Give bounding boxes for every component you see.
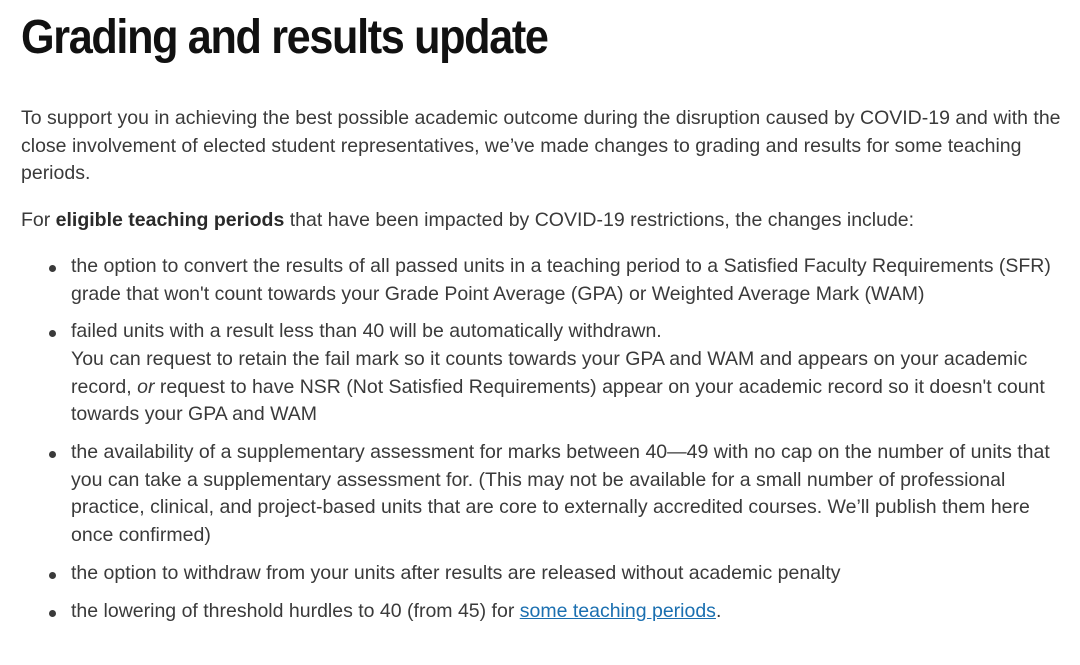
lead-paragraph bbox=[21, 207, 1069, 235]
bullet-icon bbox=[49, 330, 56, 337]
list-item bbox=[21, 598, 1066, 626]
some-teaching-periods-link[interactable]: some teaching periods bbox=[519, 599, 716, 622]
emphasis-text: or bbox=[137, 375, 155, 398]
bullet-icon bbox=[49, 572, 56, 579]
lead-bold: eligible teaching periods bbox=[55, 209, 285, 232]
list-item-text: the lowering of threshold hurdles to 40 (from 45) for bbox=[71, 599, 520, 622]
list-item-text: request to have NSR (Not Satisfied Requirements) appear on your academic record so it doesn't count towards your GPA and WAM bbox=[71, 375, 1045, 426]
list-item bbox=[21, 318, 1066, 429]
list-item-text: failed units with a result less than 40 will be automatically withdrawn. bbox=[71, 320, 662, 343]
intro-paragraph: To support you in achieving the best possible academic outcome during the disruption caused by COVID-19 and with the close involvement of elected student representatives, we’ve made changes to grading and results for some teaching periods. bbox=[21, 107, 1061, 185]
list-item-text: You can request to retain the fail mark so it counts towards your GPA and WAM and appears on your academic record, bbox=[71, 347, 1028, 398]
bullet-icon bbox=[49, 451, 56, 458]
bullet-icon bbox=[49, 265, 56, 272]
bullet-icon bbox=[49, 610, 56, 617]
list-item-end: . bbox=[715, 599, 722, 622]
list-item-text: the option to withdraw from your units after results are released without academic penalty bbox=[71, 561, 841, 584]
lead-suffix: that have been impacted by COVID-19 restrictions, the changes include: bbox=[284, 209, 915, 232]
list-item bbox=[21, 560, 1066, 588]
list-item-text: the option to convert the results of all passed units in a teaching period to a Satisfied Faculty Requirements (SFR) grade that won't count towards your Grade Point Average (GPA) or Weighted Average Mark (WAM) bbox=[71, 254, 1051, 305]
page-title: Grading and results update bbox=[21, 11, 548, 64]
list-item bbox=[21, 253, 1066, 308]
list-item-text: the availability of a supplementary assessment for marks between 40—49 with no cap on the number of units that you can take a supplementary assessment for. (This may not be available for a small number of professional practice, clinical, and project-based units that are core to externally accredited courses. We’ll publish them here once confirmed) bbox=[71, 441, 1050, 547]
list-item bbox=[21, 439, 1066, 550]
lead-prefix: For bbox=[21, 209, 56, 232]
changes-list bbox=[21, 253, 1066, 625]
